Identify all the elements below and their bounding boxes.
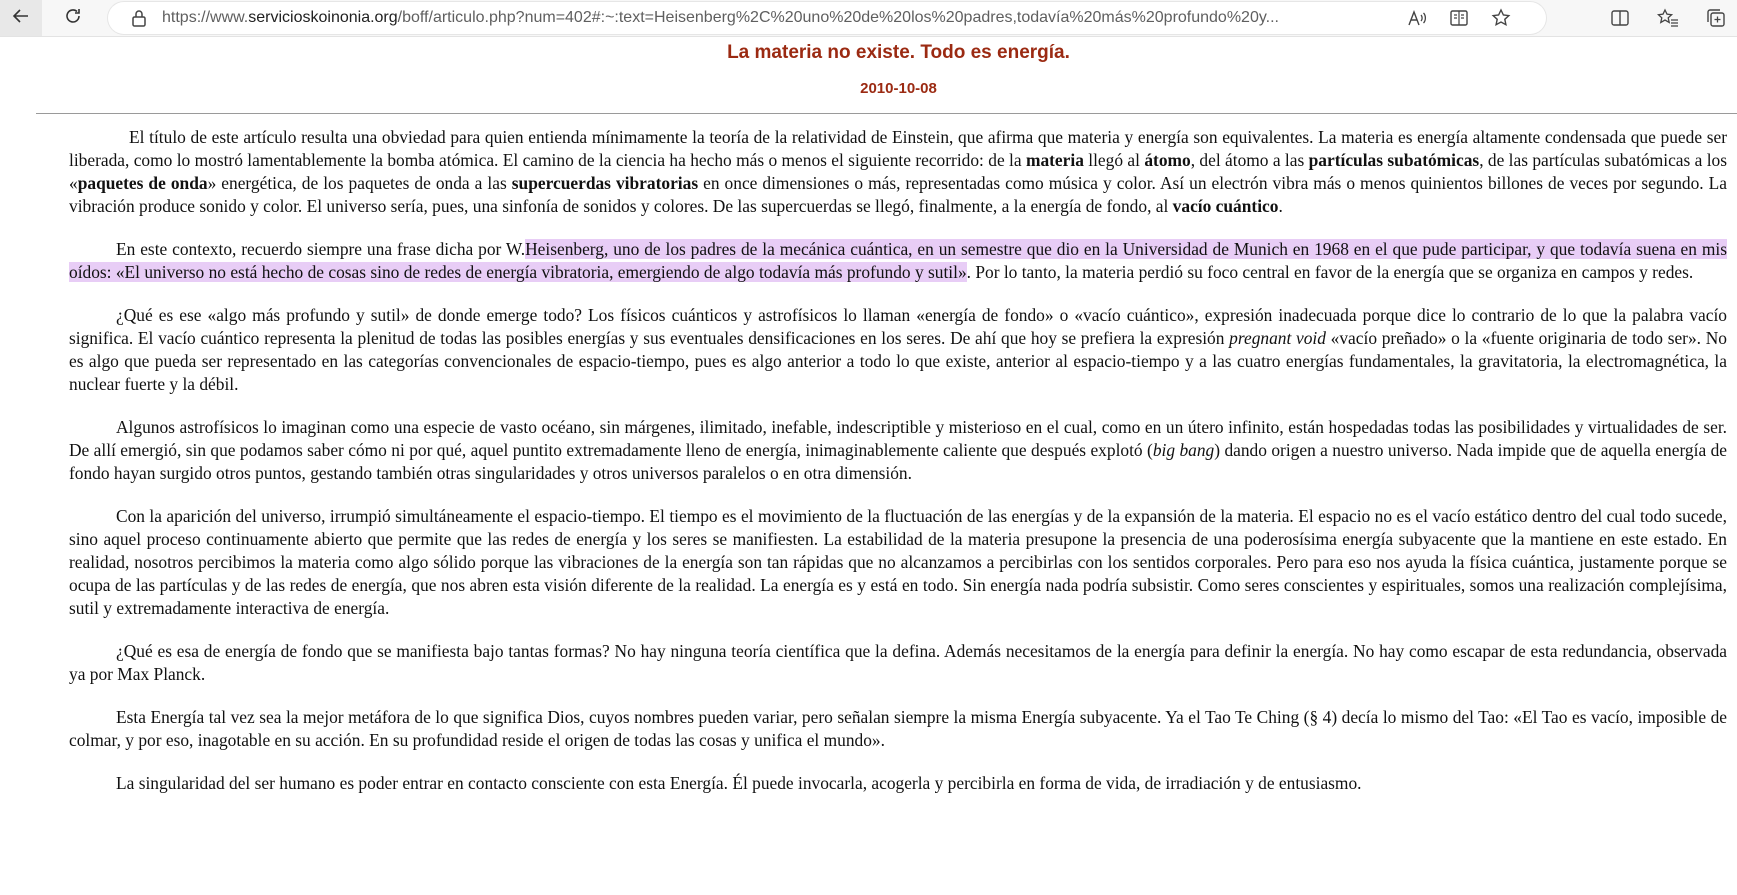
lock-icon[interactable] <box>130 9 148 27</box>
collections-icon[interactable] <box>1705 7 1727 29</box>
address-bar[interactable] <box>108 2 1546 34</box>
back-button[interactable] <box>0 0 42 36</box>
favorites-icon[interactable] <box>1657 7 1679 29</box>
favorite-star-icon[interactable] <box>1490 7 1512 29</box>
paragraph-6: ¿Qué es esa de energía de fondo que se manifiesta bajo tantas formas? No hay ninguna teoría científica que la defina. Además necesitamos de la energía para definir la energía. No hay como escapar de esta redundancia, observada ya por Max Planck. <box>69 641 1727 684</box>
paragraph-4: Algunos astrofísicos lo imaginan como una especie de vasto océano, sin márgenes, ilimitado, inefable, indescriptible y misterioso en el cual, como en un útero infinito, están hospedadas todas las posibilidades y virtualidades de ser. De allí emergió, sin que podamos saber cómo ni por qué, aquel puntito extremadamente lleno de energía, inimaginablemente caliente que después explotó (big bang) dando origen a nuestro universo. Nada impide que de aquella energía de fondo hayan surgido otros puntos, gestando también otras singularidades y otros universos paralelos o en otra dimensión. <box>69 417 1727 483</box>
url-text[interactable]: https://www.servicioskoinonia.org/boff/articulo.php?num=402#:~:text=Heisenberg%2C%20uno%20de%20los%20padres,todavía%20más%20profundo%20y... <box>162 9 1279 26</box>
refresh-icon <box>63 6 83 31</box>
text-fragment-highlight: Heisenberg, uno de los padres de la mecánica cuántica, en un semestre que dio en la Universidad de Munich en 1968 en el que pude participar, y que todavía suena en mis oídos: «El universo no está hecho de cosas sino de redes de energía vibratoria, emergiendo de algo todavía más profundo y sutil» <box>69 239 1727 282</box>
article-title: La materia no existe. Todo es energía. <box>727 42 1070 63</box>
paragraph-5: Con la aparición del universo, irrumpió simultáneamente el espacio-tiempo. El tiempo es el movimiento de la fluctuación de las energías y de la expansión de la materia. El espacio no es el vacío estático dentro del cual todo sucede, sino aquel proceso continuamente abierto que permite que las redes de energía y los seres se manifiesten. La estabilidad de la materia presupone la presencia de una poderosísima energía subyacente que la mantiene en este estado. En realidad, nosotros percibimos la materia como algo sólido porque las vibraciones de la energía son tan rápidas que no alcanzamos a percibirlas con los sentidos corporales. Pero para eso nos ayuda la física cuántica, justamente porque se ocupa de las partículas y de las redes de energía, que nos abren esta visión diferente de la realidad. La energía es y está en todo. Sin energía nada podría subsistir. Como seres conscientes y espirituales, somos una realización complejísima, sutil y extremadamente interactiva de energía. <box>69 506 1727 618</box>
paragraph-7: Esta Energía tal vez sea la mejor metáfora de lo que significa Dios, cuyos nombres pueden variar, pero señalan siempre la misma Energía subyacente. Ya el Tao Te Ching (§ 4) decía lo mismo del Tao: «El Tao es vacío, imposible de colmar, y por eso, inagotable en su acción. En su profundidad reside el origen de todas las cosas y unifica el mundo». <box>69 707 1727 750</box>
reader-view-icon[interactable] <box>1448 7 1470 29</box>
paragraph-2: En este contexto, recuerdo siempre una frase dicha por W.Heisenberg, uno de los padres de la mecánica cuántica, en un semestre que dio en la Universidad de Munich en 1968 en el que pude participar, y que todavía suena en mis oídos: «El universo no está hecho de cosas sino de redes de energía vibratoria, emergiendo de algo todavía más profundo y sutil». Por lo tanto, la materia perdió su foco central en favor de la energía que se organiza en campos y redes. <box>69 239 1727 282</box>
paragraph-1: El título de este artículo resulta una obviedad para quien entienda mínimamente la teoría de la relatividad de Einstein, que afirma que materia y energía son equivalentes. La materia es energía altamente condensada que puede ser liberada, como lo mostró lamentablemente la bomba atómica. El camino de la ciencia ha hecho más o menos el siguiente recorrido: de la materia llegó al átomo, del átomo a las partículas subatómicas, de las partículas subatómicas a los «paquetes de onda» energética, de los paquetes de onda a las supercuerdas vibratorias en once dimensiones o más, representadas como música y color. Así un electrón vibra más o menos quinientos billones de veces por segundo. La vibración produce sonido y color. El universo sería, pues, una sinfonía de sonidos y colores. De las supercuerdas se llegó, finalmente, a la energía de fondo, al vacío cuántico. <box>69 127 1728 216</box>
back-icon <box>11 6 31 31</box>
divider <box>36 113 1737 114</box>
paragraph-3: ¿Qué es ese «algo más profundo y sutil» de donde emerge todo? Los físicos cuánticos y astrofísicos lo llaman «energía de fondo» o «vacío cuántico», expresión inadecuada porque dice lo contrario de lo que la palabra vacío significa. El vacío cuántico representa la plenitud de todas las posibles energías y sus eventuales densificaciones en los seres. De ahí que hoy se prefiera la expresión pregnant void «vacío preñado» o la «fuente originaria de todo ser». No es algo que pueda ser representado en las categorías convencionales de espacio-tiempo, pues es algo anterior a todo lo que existe, anterior al espacio-tiempo y a las cuatro energías fundamentales, la gravitatoria, la electromagnética, la nuclear fuerte y la débil. <box>69 305 1727 394</box>
article-date: 2010-10-08 <box>860 80 937 97</box>
browser-toolbar <box>0 0 1737 37</box>
paragraph-8: La singularidad del ser humano es poder entrar en contacto consciente con esta Energía. Él puede invocarla, acogerla y percibirla en forma de vida, de irradiación y de entusiasmo. <box>116 773 1362 793</box>
refresh-button[interactable] <box>54 0 92 36</box>
read-aloud-icon[interactable] <box>1406 7 1428 29</box>
article-body <box>69 126 1727 815</box>
split-screen-icon[interactable] <box>1609 7 1631 29</box>
